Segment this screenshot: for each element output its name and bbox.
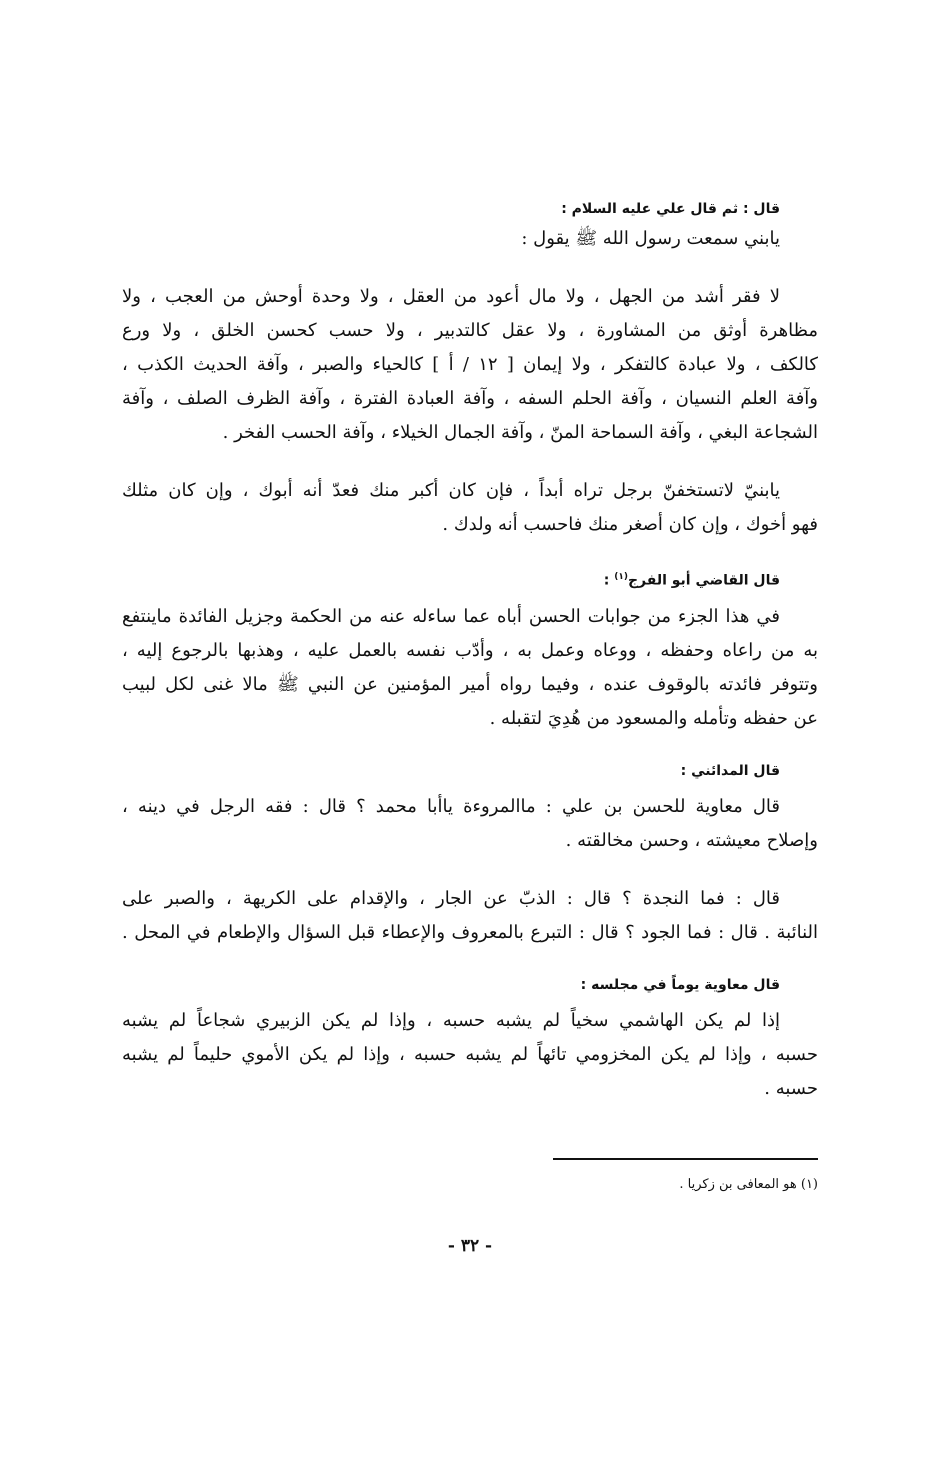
paragraph-line: مظاهرة أوثق من المشاورة ، ولا عقل كالتدبير ، ولا حسب كحسن الخلق ، ولا ورع [122,320,818,341]
paragraph [122,600,818,736]
paragraph [122,1004,818,1106]
paragraph-line: في هذا الجزء من جوابات الحسن أباه عما ساءله عنه من الحكمة وجزيل الفائدة ماينتفع [122,605,780,627]
paragraph-line: وإصلاح معيشته ، وحسن مخالقته . [565,829,818,851]
paragraph-line: قال : فما النجدة ؟ قال : الذبّ عن الجار ، والإقدام على الكريهة ، والصبر على [122,887,780,909]
paragraph-line: النائبة . قال : فما الجود ؟ قال : التبرع بالمعروف والإعطاء قبل السؤال والإطعام في المحل . [122,921,818,943]
heading-colon: : [603,572,615,589]
paragraph-line: قال معاوية للحسن بن علي : ماالمروءة ياأبا محمد ؟ قال : فقه الرجل في دينه ، [122,795,780,817]
paragraph-line: الشجاعة البغي ، وآفة السماحة المنّ ، وآفة الجمال الخيلاء ، وآفة الحسب الفخر . [222,422,818,443]
intro-line: يابني سمعت رسول الله ﷺ يقول : [521,228,780,249]
paragraph [122,790,818,858]
paragraph-line: لا فقر أشد من الجهل ، ولا مال أعود من العقل ، ولا وحدة أوحش من العجب ، ولا [122,286,780,307]
paragraph-line: عن حفظه وتأمله والمسعود من هُدِيَ لتقبله . [489,707,818,729]
paragraph [122,280,818,450]
section-heading: قال معاوية يوماً في مجلسه : [580,976,780,993]
footnote-divider [553,1158,818,1160]
paragraph-line: فهو أخوك ، وإن كان أصغر منك فاحسب أنه ولدك . [442,514,818,535]
heading-text: قال القاضي أبو الفرج [627,572,780,589]
paragraph-line: كالكف ، ولا عبادة كالتفكر ، ولا إيمان [ ١٢ / أ ] كالحياء والصبر ، وآفة الحديث الكذب ، [122,354,818,375]
page-number: - ٣٢ - [447,1235,493,1256]
paragraph-line: وآفة العلم النسيان ، وآفة الحلم السفه ، وآفة العبادة الفترة ، وآفة الظرف الصلف ، وآفة [122,388,818,409]
paragraph-line: يابنيّ لاتستخفنّ برجل تراه أبداً ، فإن كان أكبر منك فعدّ أنه أبوك ، وإن كان مثلك [122,480,780,501]
section-heading [122,564,818,594]
page [122,0,818,1256]
section-heading: قال المدائني : [680,762,780,779]
paragraph [122,474,818,542]
footnote-ref[interactable]: (١) [614,572,628,582]
paragraph [122,882,818,950]
paragraph-line: وتتوفر فائدته بالوقوف عنده ، وفيما رواه أمير المؤمنين عن النبي ﷺ مالا غنى لكل لبيب [122,673,818,695]
paragraph-line: حسبه ، وإذا لم يكن المخزومي تائهاً لم يشبه حسبه ، وإذا لم يكن الأموي حليماً لم يشبه [122,1043,818,1065]
footnote: (١) هو المعافى بن زكريا . [679,1176,818,1192]
paragraph-line: إذا لم يكن الهاشمي سخياً لم يشبه حسبه ، وإذا لم يكن الزبيري شجاعاً لم يشبه [122,1009,780,1031]
paragraph-line: حسبه . [764,1077,818,1099]
section-heading: قال : ثم قال علي عليه السلام : [561,201,780,217]
paragraph-line: به من راعاه وحفظه ، ووعاه وعمل به ، وأدّب نفسه بالعمل عليه ، وهذبها بالرجوع إليه ، [122,639,818,661]
